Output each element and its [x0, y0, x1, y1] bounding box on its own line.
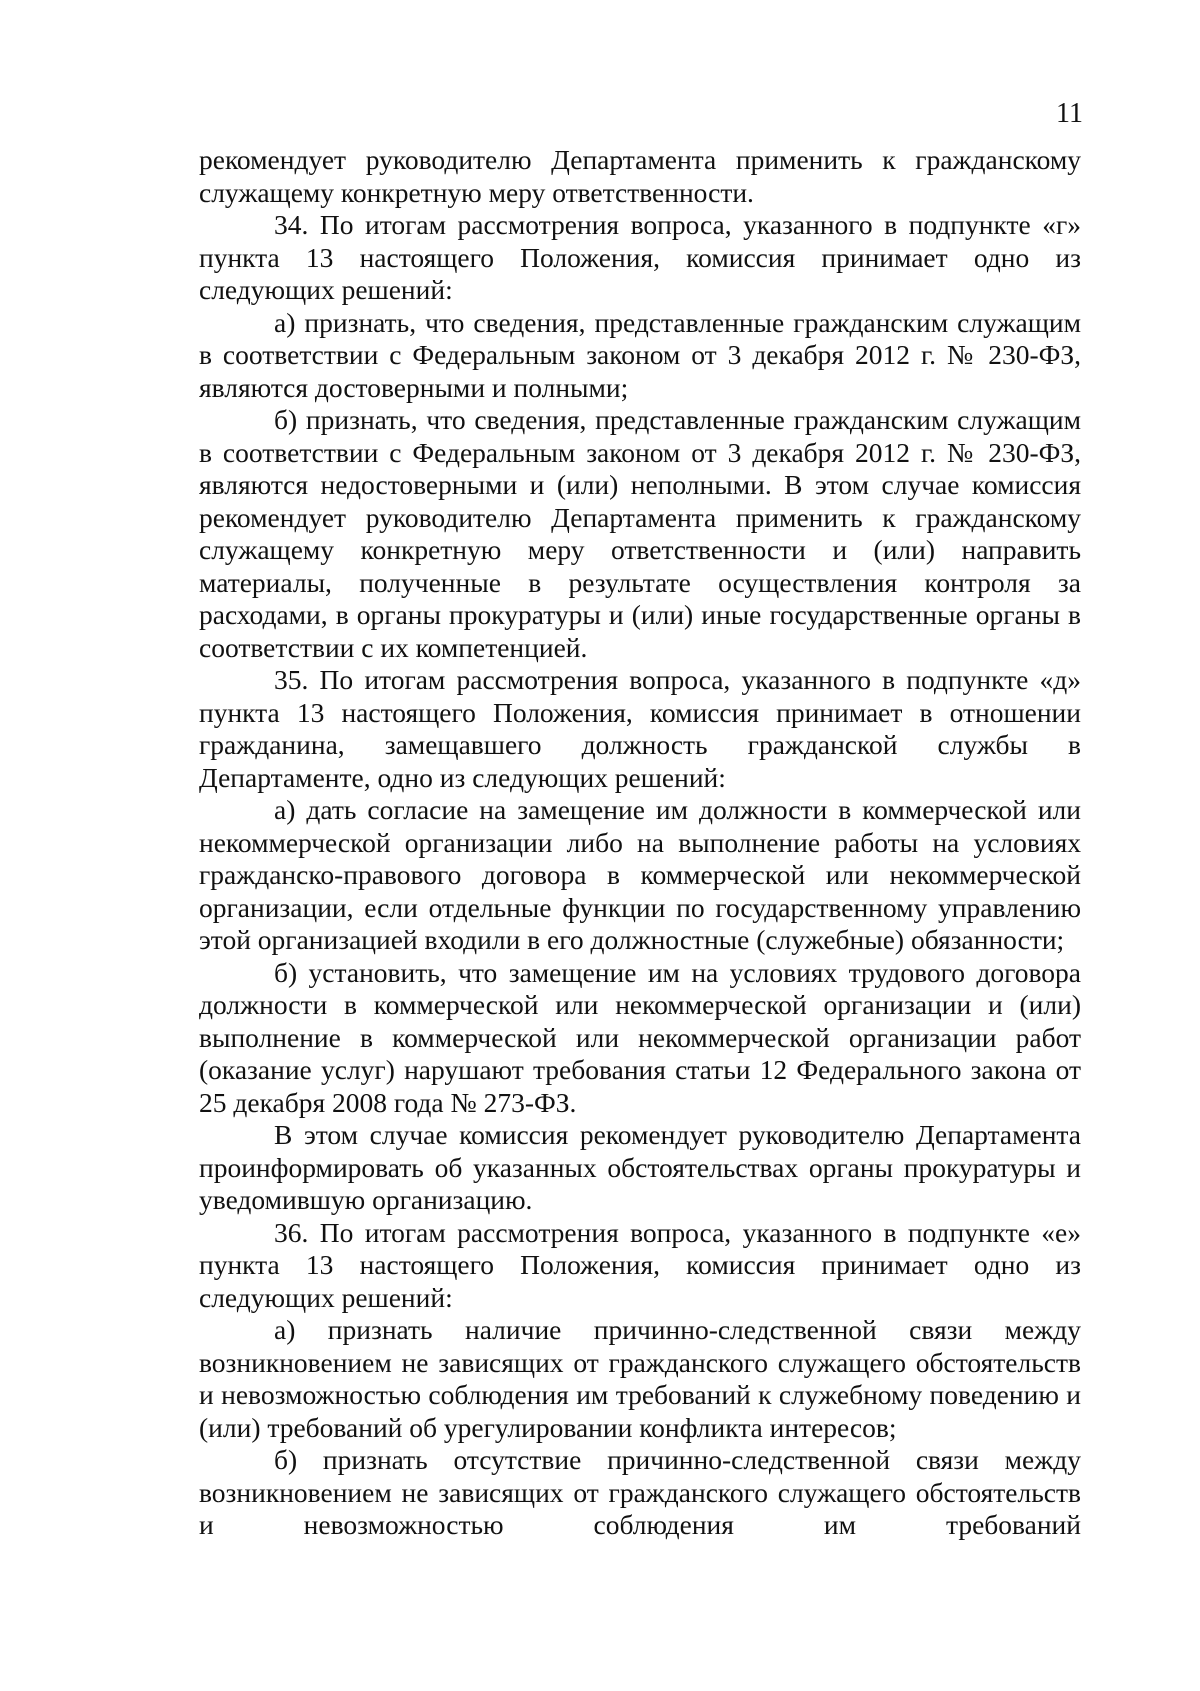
document-body [199, 144, 1081, 1542]
paragraph-item-36-a: а) признать наличие причинно-следственной связи между возникновением не зависящих от гражданского служащего обстоятельств и невозможностью соблюдения им требований к служебному поведению и (или) требований об урегулировании конфликта интересов; [199, 1314, 1081, 1443]
paragraph-item-35-b: б) установить, что замещение им на условиях трудового договора должности в коммерческой или некоммерческой организации и (или) выполнение в коммерческой или некоммерческой организации работ (оказание услуг) нарушают требования статьи 12 Федерального закона от 25 декабря 2008 года № 273-ФЗ. [199, 956, 1081, 1118]
paragraph-item-35: 35. По итогам рассмотрения вопроса, указанного в подпункте «д» пункта 13 настоящего Положения, комиссия принимает в отношении гражданина, замещавшего должность гражданской службы в Департаменте, одно из следующих решений: [199, 664, 1081, 793]
paragraph-item-34-a: а) признать, что сведения, представленные гражданским служащим в соответствии с Федеральным законом от 3 декабря 2012 г. № 230-ФЗ, являются достоверными и полными; [199, 306, 1081, 403]
paragraph-item-35-a: а) дать согласие на замещение им должности в коммерческой или некоммерческой организации либо на выполнение работы на условиях гражданско-правового договора в коммерческой или некоммерческой организации, если отдельные функции по государственному управлению этой организацией входили в его должностные (служебные) обязанности; [199, 794, 1081, 955]
paragraph-item-36: 36. По итогам рассмотрения вопроса, указанного в подпункте «е» пункта 13 настоящего Положения, комиссия принимает одно из следующих решений: [199, 1216, 1081, 1313]
page-number: 11 [1056, 98, 1083, 129]
paragraph-item-34: 34. По итогам рассмотрения вопроса, указанного в подпункте «г» пункта 13 настоящего Положения, комиссия принимает одно из следующих решений: [199, 209, 1081, 305]
paragraph-item-35-note: В этом случае комиссия рекомендует руководителю Департамента проинформировать об указанных обстоятельствах органы прокуратуры и уведомившую организацию. [199, 1119, 1081, 1215]
paragraph-continuation: рекомендует руководителю Департамента применить к гражданскому служащему конкретную меру ответственности. [199, 144, 1081, 208]
paragraph-item-36-b: б) признать отсутствие причинно-следственной связи между возникновением не зависящих от гражданского служащего обстоятельств и невозможностью соблюдения им требований [199, 1444, 1081, 1540]
paragraph-item-34-b: б) признать, что сведения, представленные гражданским служащим в соответствии с Федеральным законом от 3 декабря 2012 г. № 230-ФЗ, являются недостоверными и (или) неполными. В этом случае комиссия рекомендует руководителю Департамента применить к гражданскому служащему конкретную меру ответственности и (или) направить материалы, полученные в результате осуществления контроля за расходами, в органы прокуратуры и (или) иные государственные органы в соответствии с их компетенцией. [199, 404, 1081, 663]
